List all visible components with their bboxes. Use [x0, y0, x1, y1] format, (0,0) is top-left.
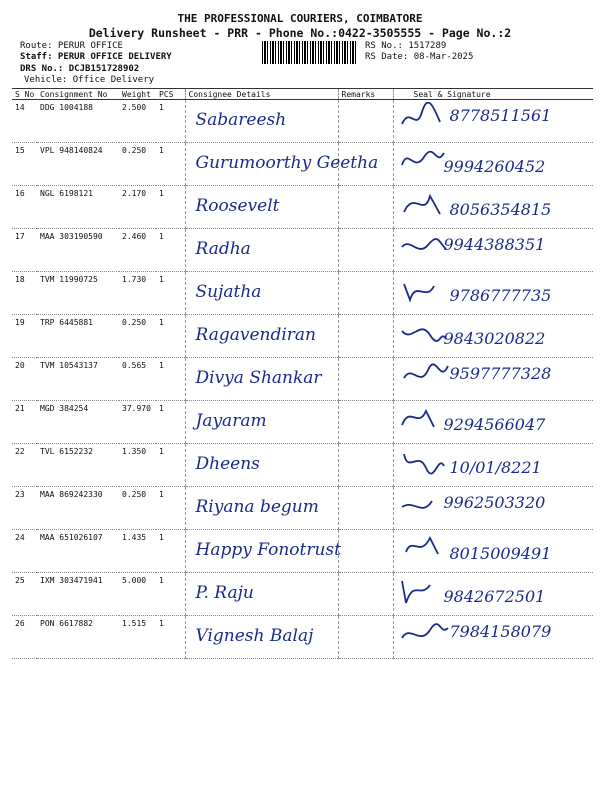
consignee-cell [185, 573, 338, 616]
signature [400, 145, 585, 181]
signature [400, 446, 585, 482]
vehicle-label: Vehicle: Office Delivery [24, 75, 155, 85]
signature-cell [393, 573, 593, 616]
row-sno: 26 [12, 616, 37, 659]
consignee-name: Vignesh Balaj [195, 626, 314, 646]
weight: 0.250 [119, 315, 156, 358]
weight: 0.250 [119, 487, 156, 530]
row-sno: 23 [12, 487, 37, 530]
table-row [12, 616, 593, 659]
signature [400, 102, 585, 138]
weight: 1.515 [119, 616, 156, 659]
phone-number: 8778511561 [449, 106, 552, 125]
rs-number: RS No.: 1517289 [365, 41, 447, 51]
row-sno: 20 [12, 358, 37, 401]
consignment-no: MGD 384254 [37, 401, 119, 444]
table-row [12, 229, 593, 272]
remarks-cell [338, 487, 393, 530]
remarks-cell [338, 401, 393, 444]
pcs: 1 [156, 229, 185, 272]
consignee-cell [185, 143, 379, 186]
phone-number: 9843020822 [443, 329, 546, 348]
col-remarks: Remarks [338, 89, 393, 100]
signature-cell [393, 616, 593, 659]
pcs: 1 [156, 143, 185, 186]
consignee-name: Happy Fonotrust [195, 540, 341, 560]
consignment-no: DDG 1004188 [37, 100, 119, 143]
consignee-name: Riyana begum [195, 497, 319, 517]
consignment-no: TVM 10543137 [37, 358, 119, 401]
table-row [12, 315, 593, 358]
consignee-cell [185, 272, 338, 315]
signature-cell [393, 186, 593, 229]
consignment-no: MAA 869242330 [37, 487, 119, 530]
col-weight: Weight [119, 89, 156, 100]
remarks-cell [338, 315, 393, 358]
consignment-no: TRP 6445881 [37, 315, 119, 358]
col-pcs: PCS [156, 89, 185, 100]
phone-number: 7984158079 [449, 622, 552, 641]
drs-number: DRS No.: DCJB151728902 [20, 64, 140, 74]
consignment-no: PON 6617882 [37, 616, 119, 659]
consignee-name: P. Raju [195, 583, 254, 603]
table-row [12, 444, 593, 487]
phone-number: 9944388351 [443, 235, 546, 254]
signature-cell [393, 444, 593, 487]
phone-number: 10/01/8221 [449, 458, 542, 477]
consignee-cell [185, 487, 338, 530]
rs-date: RS Date: 08-Mar-2025 [365, 52, 474, 62]
table-row [12, 143, 593, 186]
runsheet-table [12, 88, 593, 659]
phone-number: 9994260452 [443, 157, 546, 176]
pcs: 1 [156, 401, 185, 444]
route-label: Route: PERUR OFFICE [20, 41, 123, 51]
table-row [12, 358, 593, 401]
consignee-name: Divya Shankar [195, 368, 322, 388]
signature [400, 231, 585, 267]
consignee-cell [185, 358, 338, 401]
col-sno: S No [12, 89, 37, 100]
signature [400, 489, 585, 525]
consignment-no: MAA 303190590 [37, 229, 119, 272]
signature [400, 403, 585, 439]
signature [400, 188, 585, 224]
row-sno: 18 [12, 272, 37, 315]
consignee-name: Jayaram [195, 411, 267, 431]
table-row [12, 487, 593, 530]
row-sno: 19 [12, 315, 37, 358]
consignee-name: Sujatha [195, 282, 262, 302]
consignee-cell [185, 616, 338, 659]
pcs: 1 [156, 444, 185, 487]
consignee-cell [185, 444, 338, 487]
runsheet-subtitle: Delivery Runsheet - PRR - Phone No.:0422-3505555 - Page No.:2 [88, 26, 512, 40]
col-signature: Seal & Signature [393, 89, 593, 100]
weight: 1.730 [119, 272, 156, 315]
consignee-cell [185, 401, 338, 444]
remarks-cell [338, 616, 393, 659]
table-row [12, 401, 593, 444]
remarks-cell [338, 272, 393, 315]
consignee-cell [185, 530, 341, 573]
barcode [262, 41, 358, 64]
weight: 2.500 [119, 100, 156, 143]
remarks-cell [338, 444, 393, 487]
phone-number: 9842672501 [443, 587, 546, 606]
consignment-no: TVL 6152232 [37, 444, 119, 487]
signature [400, 618, 585, 654]
weight: 2.460 [119, 229, 156, 272]
staff-label: Staff: PERUR OFFICE DELIVERY [20, 52, 172, 62]
pcs: 1 [156, 573, 185, 616]
consignee-cell [185, 100, 338, 143]
weight: 1.435 [119, 530, 156, 573]
consignee-name: Dheens [195, 454, 260, 474]
signature-cell [393, 315, 593, 358]
signature [400, 274, 585, 310]
phone-number: 8056354815 [449, 200, 552, 219]
phone-number: 8015009491 [449, 544, 552, 563]
weight: 1.350 [119, 444, 156, 487]
remarks-cell [338, 530, 393, 573]
col-consignee: Consignee Details [185, 89, 338, 100]
signature [400, 317, 585, 353]
consignee-name: Ragavendiran [195, 325, 316, 345]
phone-number: 9786777735 [449, 286, 552, 305]
table-row [12, 186, 593, 229]
row-sno: 22 [12, 444, 37, 487]
consignment-no: NGL 6198121 [37, 186, 119, 229]
pcs: 1 [156, 616, 185, 659]
remarks-cell [338, 186, 393, 229]
table-row [12, 573, 593, 616]
weight: 2.170 [119, 186, 156, 229]
row-sno: 24 [12, 530, 37, 573]
row-sno: 25 [12, 573, 37, 616]
company-title: THE PROFESSIONAL COURIERS, COIMBATORE [177, 12, 423, 25]
consignment-no: TVM 11990725 [37, 272, 119, 315]
remarks-cell [338, 573, 393, 616]
weight: 37.970 [119, 401, 156, 444]
consignment-no: MAA 651026107 [37, 530, 119, 573]
pcs: 1 [156, 358, 185, 401]
pcs: 1 [156, 186, 185, 229]
pcs: 1 [156, 487, 185, 530]
row-sno: 15 [12, 143, 37, 186]
row-sno: 21 [12, 401, 37, 444]
signature-cell [393, 358, 593, 401]
pcs: 1 [156, 100, 185, 143]
consignee-cell [185, 315, 338, 358]
row-sno: 17 [12, 229, 37, 272]
weight: 0.250 [119, 143, 156, 186]
pcs: 1 [156, 530, 185, 573]
table-row [12, 272, 593, 315]
consignment-no: IXM 303471941 [37, 573, 119, 616]
consignee-cell [185, 186, 338, 229]
table-header-row [12, 89, 593, 100]
signature-cell [393, 530, 593, 573]
remarks-cell [338, 100, 393, 143]
consignee-cell [185, 229, 338, 272]
consignee-name: Gurumoorthy Geetha [195, 153, 379, 173]
signature-cell [393, 229, 593, 272]
signature-cell [393, 100, 593, 143]
row-sno: 14 [12, 100, 37, 143]
phone-number: 9597777328 [449, 364, 552, 383]
pcs: 1 [156, 315, 185, 358]
signature [400, 575, 585, 611]
remarks-cell [338, 143, 393, 186]
table-row [12, 100, 593, 143]
col-consignment: Consignment No [37, 89, 119, 100]
consignee-name: Sabareesh [195, 110, 287, 130]
signature-cell [393, 487, 593, 530]
phone-number: 9294566047 [443, 415, 546, 434]
signature [400, 360, 585, 396]
signature-cell [393, 401, 593, 444]
consignee-name: Roosevelt [195, 196, 280, 216]
row-sno: 16 [12, 186, 37, 229]
consignee-name: Radha [195, 239, 251, 259]
phone-number: 9962503320 [443, 493, 546, 512]
signature [400, 532, 585, 568]
remarks-cell [338, 229, 393, 272]
signature-cell [393, 143, 593, 186]
table-row [12, 530, 593, 573]
pcs: 1 [156, 272, 185, 315]
weight: 0.565 [119, 358, 156, 401]
consignment-no: VPL 948140824 [37, 143, 119, 186]
remarks-cell [338, 358, 393, 401]
weight: 5.000 [119, 573, 156, 616]
signature-cell [393, 272, 593, 315]
